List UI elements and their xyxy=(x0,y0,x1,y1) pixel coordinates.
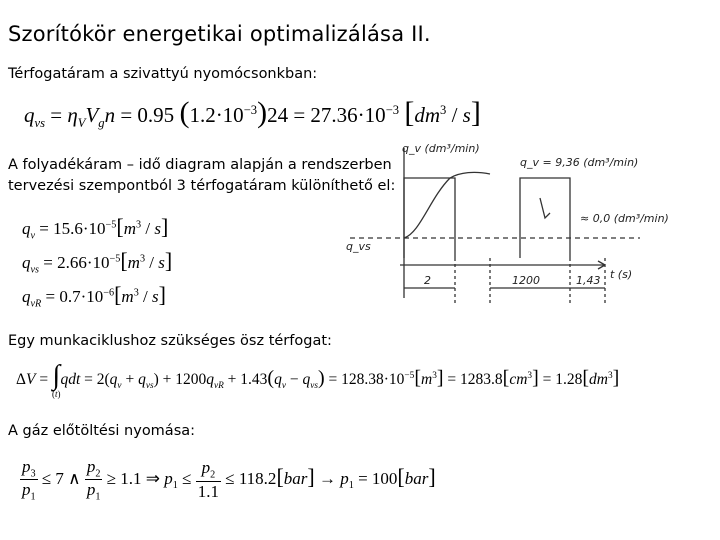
equation-pressure: $\frac{p_3}{p_1}$ ≤ 7 ∧ $\frac{p_2}{p_1}$ ≥ 1.1 ⇒ $p_1$ ≤ $\frac{p_2}{1.1}$ ≤ $118.2[bar] \to p_1 = 100[bar]$ xyxy=(22,457,436,503)
text-volume-intro: Egy munkaciklushoz szükséges ösz térfogat: xyxy=(8,333,332,349)
sketch-label-qv: q_v = 9,36 (dm³/min) xyxy=(520,156,639,169)
sketch-curve xyxy=(404,172,490,238)
equation-qvs: $q_{vs} = 2.66\cdot 10^{-5}[m^3 / s]$ xyxy=(22,248,173,276)
sketch-label-q: q_v (dm³/min) xyxy=(402,142,480,155)
equation-qv: $q_v = 15.6\cdot 10^{-5}[m^3 / s]$ xyxy=(22,214,169,242)
equation-volume: ΔV = ∫ (t) qdt = $2(q_v + q_{vs}) + 1200q_{vR} + 1.43(q_v - q_{vs}) = 128.38\cdot 10^{-5}[m^3] = 1283.8[cm^3] = 1.28[dm^3]$ xyxy=(16,360,620,399)
equation-qvR: $q_{vR} = 0.7\cdot 10^{-6}[m^3 / s]$ xyxy=(22,282,166,310)
text-diagram-intro-2: tervezési szempontból 3 térfogatáram különíthető el: xyxy=(8,178,396,194)
sketch-label-qvR: ≈ 0,0 (dm³/min) xyxy=(580,212,669,225)
sketch-label-t: t (s) xyxy=(610,268,633,281)
sketch-mark xyxy=(540,198,550,218)
text-precharge-intro: A gáz előtöltési nyomása: xyxy=(8,423,196,439)
equation-pump-flow: $q_{vs} = \eta_VV_gn = 0.95$ $(1.2\cdot 10^{-3})24 = 27.36\cdot 10^{-3}$ $[dm^3 / s]$ xyxy=(24,96,481,131)
text-diagram-intro-1: A folyadékáram – idő diagram alapján a rendszerben xyxy=(8,157,392,173)
sketch-tick-1200: 1200 xyxy=(512,274,540,287)
text-pump-flow: Térfogatáram a szivattyú nyomócsonkban: xyxy=(8,66,318,82)
slide-title: Szorítókör energetikai optimalizálása II. xyxy=(8,22,431,46)
sketch-tick-143: 1,43 xyxy=(576,274,601,287)
flow-time-sketch xyxy=(340,138,700,308)
sketch-label-qvs: q_vs xyxy=(346,240,371,253)
sketch-tick-2: 2 xyxy=(424,274,431,287)
sketch-pulse-1 xyxy=(404,178,455,258)
